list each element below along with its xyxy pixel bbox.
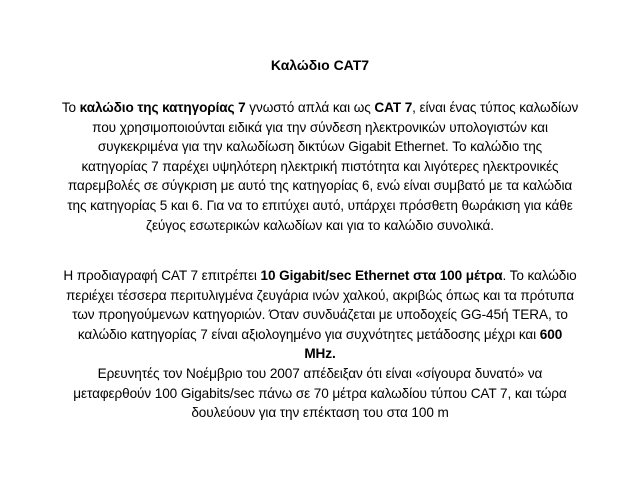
text-line: που χρησιμοποιούνται ειδικά για την σύνδεση ηλεκτρονικών υπολογιστών και [92,119,548,135]
text-line [8,325,632,345]
text-run: γνωστό απλά και ως [245,100,375,115]
bold-spec-mhz: MHz. [304,346,336,362]
text-line: ζεύγος εσωτερικών καλωδίων και για το καλώδιο συνολικά. [146,217,494,233]
text-line: των προηγούμενων κατηγοριών. Όταν συνδυάζεται με υποδοχείς GG-45ή TERA, το [72,307,568,323]
text-run: καλώδιο κατηγορίας 7 είναι αξιολογημένο για συχνότητες μετάδοσης μέχρι και [77,326,540,342]
text-line: παρεμβολές σε σύγκριση με αυτό της κατηγορίας 6, ενώ είναι συμβατό με τα καλώδια [67,178,573,194]
slide-title: Καλώδιο CAT7 [270,57,370,73]
text-run: Το [61,100,80,115]
paragraph-cat7-intro [8,98,632,235]
text-line: μεταφερθούν 100 Gigabits/sec πάνω σε 70 μέτρα καλωδίου τύπου CAT 7, και τώρα [73,385,567,401]
text-line [8,266,632,286]
text-line [8,344,632,364]
text-line: της κατηγορίας 5 και 6. Για να το επιτύχει αυτό, υπάρχει πρόσθετη θωράκιση για κάθε [67,197,573,213]
bold-spec-600: 600 [539,326,563,342]
bold-term-category-7: καλώδιο της κατηγορίας 7 [79,100,246,115]
text-line: περιέχει τέσσερα περιτυλιγμένα ζευγάρια ινών χαλκού, ακριβώς όπως και τα πρότυπα [65,287,575,303]
bold-term-cat7: CAT 7 [374,100,413,115]
bold-spec-10-gigabit: 10 Gigabit/sec Ethernet στα 100 μέτρα [260,268,503,283]
text-line [8,98,632,118]
text-line: συγκεκριμένα για την καλωδίωση δικτύων Gigabit Ethernet. Το καλώδιο της [97,139,543,155]
text-run: , είναι ένας τύπος καλωδίων [412,100,579,115]
text-line: κατηγορίας 7 παρέχει υψηλότερη ηλεκτρική πιστότητα και λιγότερες ηλεκτρονικές [81,158,559,174]
text-run: . Το καλώδιο [502,268,577,283]
text-line: Ερευνητές τον Νοέμβριο του 2007 απέδειξαν ότι είναι «σίγουρα δυνατό» να [97,365,543,381]
text-run: Η προδιαγραφή CAT 7 επιτρέπει [63,268,261,283]
paragraph-cat7-specification [8,266,632,423]
text-line: δουλεύουν για την επέκταση του στα 100 m [191,405,449,421]
